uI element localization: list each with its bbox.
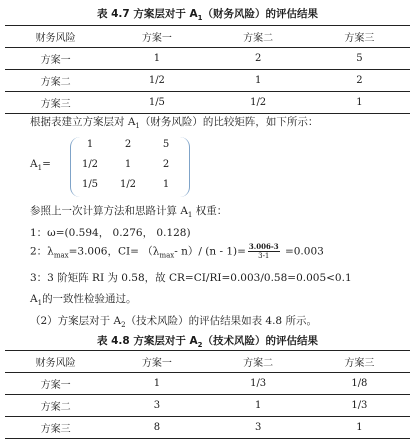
table2-cell: 1 (106, 373, 207, 395)
table2-cell: 1 (208, 395, 309, 417)
table1-cell: 5 (309, 48, 410, 70)
table2-cell: 1 (309, 417, 410, 439)
paragraph1-pre: 根据表建立方案层对 A (30, 116, 136, 128)
paragraph-table2-intro (30, 313, 317, 329)
step-consistency-pass (30, 291, 137, 307)
step-consistency-ratio: 3：3 阶矩阵 RI 为 0.58，故 CR=CI/RI=0.003/0.58=0.005<0.1 (30, 272, 352, 284)
table2-header-cell: 方案三 (309, 351, 410, 373)
table2-caption (0, 333, 415, 349)
table-row (5, 395, 410, 417)
step2-tail: - n）/ (n - 1)= (174, 245, 246, 258)
table2-header-cell: 财务风险 (5, 351, 106, 373)
table1-header-cell: 方案一 (106, 26, 207, 48)
table1-caption-sub: 1 (197, 14, 203, 23)
table1-header-cell: 方案三 (309, 26, 410, 48)
step2-sub-max: max (159, 251, 175, 260)
step-weights: 1：ω=(0.594， 0.276， 0.128) (30, 227, 191, 239)
table-row (5, 70, 410, 92)
matrix-label (30, 158, 51, 172)
paragraph1-sub: 1 (135, 122, 140, 131)
step-consistency-index (30, 243, 324, 260)
table2-cell: 方案三 (5, 417, 106, 439)
paragraph2-sub: 1 (187, 211, 193, 220)
table1-caption-post: （财务风险）的评估结果 (202, 8, 319, 20)
table-row (5, 373, 410, 395)
table2-cell: 方案二 (5, 395, 106, 417)
table1-cell: 方案三 (5, 92, 106, 114)
table1-cell: 1/2 (106, 70, 207, 92)
table2-caption-sub: 2 (197, 341, 203, 350)
table2-cell: 3 (208, 417, 309, 439)
matrix-cell: 2 (124, 139, 132, 150)
matrix-label-equals: = (42, 158, 51, 170)
matrix-cell: 1/5 (81, 179, 99, 190)
table1-header-cell: 方案二 (208, 26, 309, 48)
table2-cell: 1/3 (208, 373, 309, 395)
paragraph2-post: 权重： (192, 205, 228, 217)
table1 (5, 25, 410, 114)
table-row (5, 92, 410, 114)
table2 (5, 350, 410, 439)
paragraph-matrix-intro (30, 114, 318, 130)
table2-cell: 3 (106, 395, 207, 417)
table1-caption (0, 6, 415, 22)
step4-label: A (30, 293, 38, 305)
table2-header-cell: 方案二 (208, 351, 309, 373)
table1-caption-pre: 表 4.7 方案层对于 A (96, 8, 198, 20)
paragraph2-pre: 参照上一次计算方法和思路计算 A (30, 205, 188, 217)
table1-cell: 1 (106, 48, 207, 70)
matrix-cell: 1 (162, 179, 170, 190)
table2-cell: 8 (106, 417, 207, 439)
paragraph-weights-intro (30, 203, 227, 219)
table2-cell: 1/3 (309, 395, 410, 417)
fraction-numerator: 3.006-3 (248, 242, 279, 251)
table1-cell: 1 (309, 92, 410, 114)
step2-result: =0.003 (281, 245, 324, 258)
table1-cell: 1 (208, 70, 309, 92)
step2-sub-max: max (53, 251, 69, 260)
paragraph1-post: （财务风险）的比较矩阵，如下所示： (139, 116, 319, 128)
matrix-cell: 1 (124, 159, 132, 170)
step2-mid: =3.006，CI= （λ (68, 245, 160, 258)
table1-cell: 2 (208, 48, 309, 70)
table1-cell: 1/5 (106, 92, 207, 114)
paragraph3-pre: （2）方案层对于 A (30, 315, 122, 327)
table-row (5, 417, 410, 439)
step2-fraction (248, 243, 280, 260)
paragraph3-post: （技术风险）的评估结果如表 4.8 所示。 (125, 315, 317, 327)
table2-caption-post: （技术风险）的评估结果 (202, 335, 319, 347)
fraction-denominator: 3-1 (258, 252, 270, 260)
matrix-cell: 1 (86, 139, 94, 150)
paragraph3-sub: 2 (121, 321, 126, 330)
comparison-matrix (70, 137, 190, 197)
table1-cell: 2 (309, 70, 410, 92)
table-row (5, 48, 410, 70)
table2-caption-pre: 表 4.8 方案层对于 A (96, 335, 198, 347)
table1-cell: 方案二 (5, 70, 106, 92)
matrix-label-letter: A (30, 158, 38, 170)
table2-header-cell: 方案一 (106, 351, 207, 373)
matrix-cell: 1/2 (81, 159, 99, 170)
step4-sub: 1 (37, 299, 43, 308)
matrix-cell: 1/2 (119, 179, 137, 190)
matrix-cell: 5 (162, 139, 170, 150)
table1-header-cell: 财务风险 (5, 26, 106, 48)
table2-cell: 方案一 (5, 373, 106, 395)
table1-header-row (5, 26, 410, 48)
matrix-cell: 2 (162, 159, 170, 170)
table2-cell: 1/8 (309, 373, 410, 395)
table2-header-row (5, 351, 410, 373)
step4-text: 的一致性检验通过。 (42, 293, 137, 305)
matrix-label-sub: 1 (37, 164, 43, 173)
table1-cell: 方案一 (5, 48, 106, 70)
step2-lead: 2：λ (30, 245, 54, 258)
table1-cell: 1/2 (208, 92, 309, 114)
